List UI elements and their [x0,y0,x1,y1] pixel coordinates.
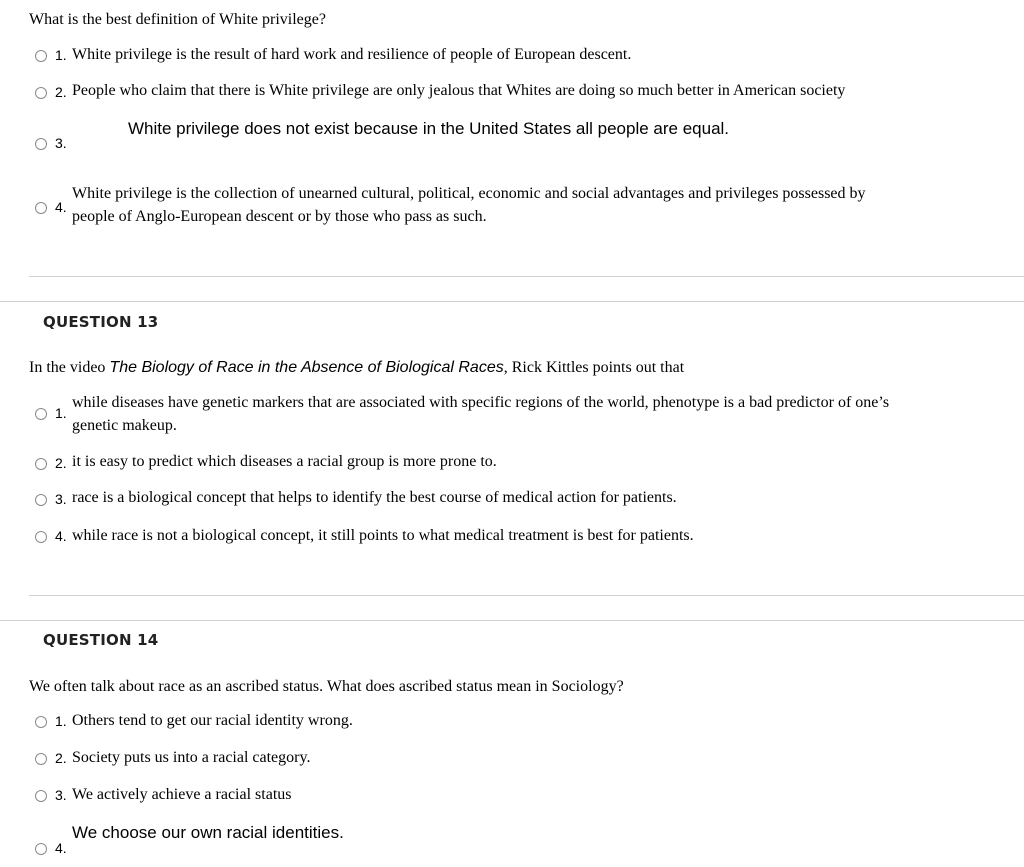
radio-q14-option-1[interactable] [35,716,47,728]
option-number: 3. [55,787,67,803]
radio-q12-option-2[interactable] [35,87,47,99]
option-text-line-1: while diseases have genetic markers that are associated with specific regions of the world, phenotype is a bad predictor of one’s [72,394,890,411]
radio-q13-option-1[interactable] [35,408,47,420]
question-prompt: What is the best definition of White privilege? [29,11,326,28]
radio-q14-option-4[interactable] [35,843,47,855]
divider [0,620,1024,621]
option-number: 4. [55,528,67,544]
question-heading: QUESTION 14 [43,631,159,649]
radio-q14-option-2[interactable] [35,753,47,765]
divider [29,276,1024,277]
option-text: Society puts us into a racial category. [72,749,311,766]
option-text: it is easy to predict which diseases a racial group is more prone to. [72,453,497,470]
option-number: 3. [55,491,67,507]
radio-q13-option-2[interactable] [35,458,47,470]
divider [0,301,1024,302]
option-text-line-2: people of Anglo-European descent or by those who pass as such. [72,208,487,225]
option-text: People who claim that there is White privilege are only jealous that Whites are doing so much better in American society [72,82,846,99]
option-number: 2. [55,750,67,766]
option-number: 4. [55,199,67,215]
radio-q14-option-3[interactable] [35,790,47,802]
option-text-line-1: White privilege is the collection of unearned cultural, political, economic and social advantages and privileges possessed by [72,185,866,202]
divider [29,595,1024,596]
option-number: 3. [55,135,67,151]
option-number: 1. [55,405,67,421]
option-text: We actively achieve a racial status [72,786,292,803]
video-title: The Biology of Race in the Absence of Biological Races [109,359,504,376]
radio-q12-option-1[interactable] [35,50,47,62]
option-text: Others tend to get our racial identity wrong. [72,712,353,729]
option-text: while race is not a biological concept, it still points to what medical treatment is best for patients. [72,527,694,544]
option-text: race is a biological concept that helps to identify the best course of medical action for patients. [72,489,677,506]
radio-q12-option-4[interactable] [35,202,47,214]
radio-q13-option-3[interactable] [35,494,47,506]
option-text: We choose our own racial identities. [72,823,344,842]
radio-q12-option-3[interactable] [35,138,47,150]
option-text: White privilege does not exist because in the United States all people are equal. [128,119,730,138]
option-number: 2. [55,84,67,100]
option-number: 1. [55,47,67,63]
question-prompt: In the video The Biology of Race in the Absence of Biological Races, Rick Kittles points out that [29,359,685,376]
option-text-line-2: genetic makeup. [72,417,177,434]
option-text: White privilege is the result of hard work and resilience of people of European descent. [72,46,632,63]
option-number: 2. [55,455,67,471]
radio-q13-option-4[interactable] [35,531,47,543]
question-prompt: We often talk about race as an ascribed status. What does ascribed status mean in Sociology? [29,678,624,695]
option-number: 4. [55,840,67,856]
question-heading: QUESTION 13 [43,313,159,331]
option-number: 1. [55,713,67,729]
